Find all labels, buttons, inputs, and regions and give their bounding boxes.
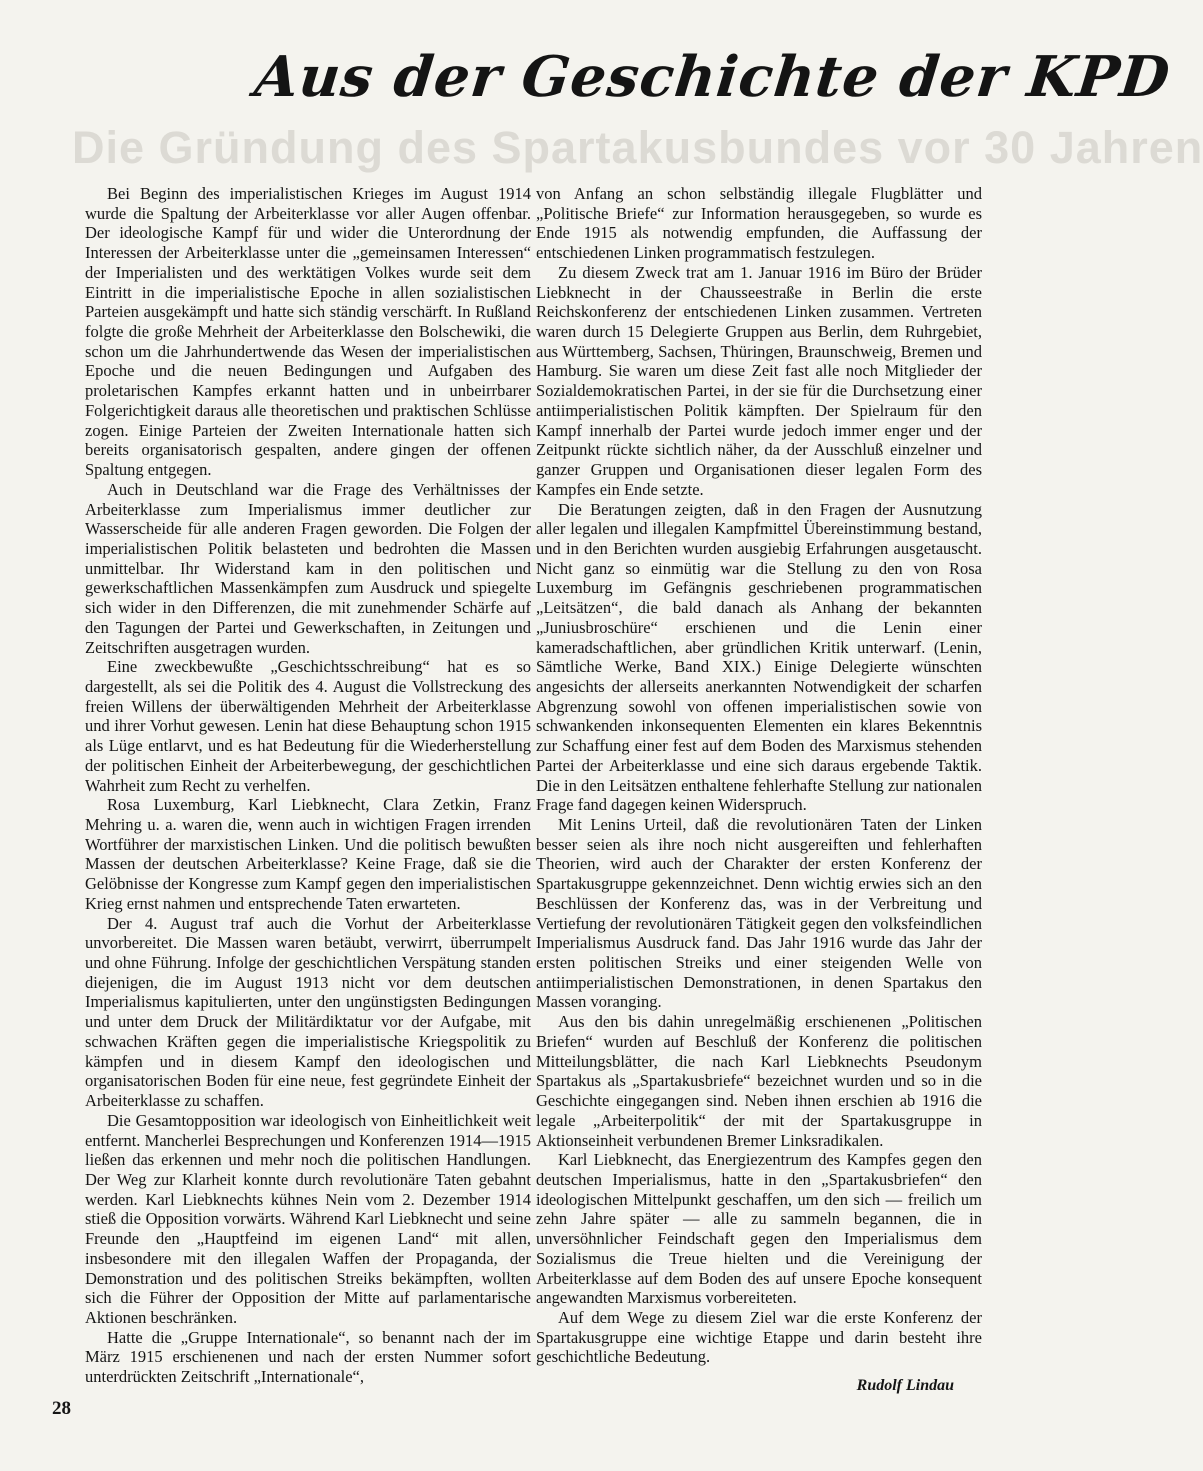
paragraph: Bei Beginn des imperialistischen Krieges im August 1914 wurde die Spaltung der Arbeiterklasse vor aller Augen offenbar. Der ideologische Kampf für und wider die Unterordnung der Interessen der Arbeiterklasse unter die „gemeinsamen Interessen“ der Imperialisten und des werktätigen Volkes wurde seit dem Eintritt in die imperialistische Epoche in allen sozialistischen Parteien ausgekämpft und hatte sich ständig verschärft. In Rußland folgte die große Mehrheit der Arbeiterklasse den Bolschewiki, die schon um die Jahrhundertwende das Wesen der imperialistischen Epoche und die neuen Bedingungen und Aufgaben des proletarischen Kampfes erkannt hatten und in unbeirrbarer Folgerichtigkeit daraus alle theoretischen und praktischen Schlüsse zogen. Einige Parteien der Zweiten Internationale hatten sich bereits organisatorisch gespalten, andere gingen der offenen Spaltung entgegen. [85, 184, 531, 480]
paragraph: Zu diesem Zweck trat am 1. Januar 1916 im Büro der Brüder Liebknecht in der Chausseestraße in Berlin die erste Reichskonferenz der entschiedenen Linken zusammen. Vertreten waren durch 15 Delegierte Gruppen aus Berlin, dem Ruhrgebiet, aus Württemberg, Sachsen, Thüringen, Braunschweig, Bremen und Hamburg. Sie waren um diese Zeit fast alle noch Mitglieder der Sozialdemokratischen Partei, in der sie für die Durchsetzung einer antiimperialistischen Politik kämpften. Der Spielraum für den Kampf innerhalb der Partei wurde jedoch immer enger und der Zeitpunkt rückte sichtlich näher, da der Ausschluß einzelner und ganzer Gruppen und Organisationen dieser legalen Form des Kampfes ein Ende setzte. [536, 262, 982, 499]
article-title: Die Gründung des Spartakusbundes vor 30 Jahren [72, 122, 1203, 173]
paragraph: Die Gesamtopposition war ideologisch von Einheitlichkeit weit entfernt. Mancherlei Besprechungen und Konferenzen 1914—1915 ließen das erkennen und mehr noch die politischen Handlungen. Der Weg zur Klarheit konnte durch revolutionäre Taten gebahnt werden. Karl Liebknechts kühnes Nein vom 2. Dezember 1914 stieß die Opposition vorwärts. Während Karl Liebknecht und seine Freunde den „Hauptfeind im eigenen Land“ mit allen, insbesondere mit den illegalen Waffen der Propaganda, der Demonstration und des politischen Streiks bekämpften, wollten sich die Führer der Opposition der Mitte auf parlamentarische Aktionen beschränken. [85, 1110, 531, 1327]
paragraph: Karl Liebknecht, das Energiezentrum des Kampfes gegen den deutschen Imperialismus, hatte in den „Spartakusbriefen“ den ideologischen Mittelpunkt geschaffen, um den sich — freilich um zehn Jahre später — alle zu sammeln begannen, die in unversöhnlicher Feindschaft gegen den Imperialismus dem Sozialismus die Treue hielten und die Vereinigung der Arbeiterklasse auf dem Boden des auf unsere Epoche konsequent angewandten Marxismus vorbereiteten. [536, 1150, 982, 1308]
paragraph: Eine zweckbewußte „Geschichtsschreibung“ hat es so dargestellt, als sei die Politik des 4. August die Vollstreckung des freien Willens der überwältigenden Mehrheit der Arbeiterklasse und ihrer Vorhut gewesen. Lenin hat diese Behauptung schon 1915 als Lüge entlarvt, und es hat Bedeutung für die Wiederherstellung der politischen Einheit der Arbeiterbewegung, der geschichtlichen Wahrheit zum Recht zu verhelfen. [85, 657, 531, 795]
paragraph: Auch in Deutschland war die Frage des Verhältnisses der Arbeiterklasse zum Imperialismus immer deutlicher zur Wasserscheide für alle anderen Fragen geworden. Die Folgen der imperialistischen Politik belasteten und bedrohten die Massen unmittelbar. Ihr Widerstand kam in den politischen und gewerkschaftlichen Massenkämpfen zum Ausdruck und spiegelte sich wider in den Differenzen, die mit zunehmender Schärfe auf den Tagungen der Partei und Gewerkschaften, in Zeitungen und Zeitschriften ausgetragen wurden. [85, 479, 531, 657]
paragraph: Aus den bis dahin unregelmäßig erschienenen „Politischen Briefen“ wurden auf Beschluß der Konferenz die politischen Mitteilungsblätter, die nach Karl Liebknechts Pseudonym Spartakus als „Spartakusbriefe“ bezeichnet wurden und so in die Geschichte eingegangen sind. Neben ihnen erschien ab 1916 die legale „Arbeiterpolitik“ der mit der Spartakusgruppe in Aktionseinheit verbundenen Bremer Linksradikalen. [536, 1012, 982, 1150]
text-column-right [536, 184, 982, 1367]
paragraph: Mit Lenins Urteil, daß die revolutionären Taten der Linken besser seien als ihre noch nicht ausgereiften und fehlerhaften Theorien, wird auch der Charakter der ersten Konferenz der Spartakusgruppe gekennzeichnet. Denn wichtig erwies sich an den Beschlüssen der Konferenz das, was in der Verbreitung und Vertiefung der revolutionären Tätigkeit gegen den volksfeindlichen Imperialismus Ausdruck fand. Das Jahr 1916 wurde das Jahr der ersten politischen Streiks und einer steigenden Welle von antiimperialistischen Demonstrationen, in denen Spartakus den Massen voranging. [536, 815, 982, 1012]
paragraph: Der 4. August traf auch die Vorhut der Arbeiterklasse unvorbereitet. Die Massen waren betäubt, verwirrt, überrumpelt und ohne Führung. Infolge der geschichtlichen Verspätung standen diejenigen, die im August 1913 nicht vor dem deutschen Imperialismus kapitulierten, unter den ungünstigsten Bedingungen und unter dem Druck der Militärdiktatur vor der Aufgabe, mit schwachen Kräften gegen die imperialistische Kriegspolitik zu kämpfen und in diesem Kampf den ideologischen und organisatorischen Boden für eine neue, fest gegründete Einheit der Arbeiterklasse zu schaffen. [85, 913, 531, 1111]
page-number: 28 [52, 1398, 71, 1419]
text-column-left [85, 184, 531, 1387]
author-signature: Rudolf Lindau [856, 1377, 954, 1394]
paragraph: Auf dem Wege zu diesem Ziel war die erste Konferenz der Spartakusgruppe eine wichtige Etappe und darin besteht ihre geschichtliche Bedeutung. [536, 1307, 982, 1367]
paragraph: Die Beratungen zeigten, daß in den Fragen der Ausnutzung aller legalen und illegalen Kampfmittel Übereinstimmung bestand, und in den Berichten wurden ausgiebig Erfahrungen ausgetauscht. Nicht ganz so einmütig war die Stellung zu den von Rosa Luxemburg im Gefängnis geschriebenen programmatischen „Leitsätzen“, die bald danach als Anhang der bekannten „Juniusbroschüre“ erschienen und die Lenin einer kameradschaftlichen, aber gründlichen Kritik unterwarf. (Lenin, Sämtliche Werke, Band XIX.) Einige Delegierte wünschten angesichts der allerseits anerkannten Notwendigkeit der scharfen Abgrenzung sowohl von offenen imperialistischen sowie von schwankenden inkonsequenten Elementen ein klares Bekenntnis zur Schaffung einer fest auf dem Boden des Marxismus stehenden Partei der Arbeiterklasse und eine sich daraus ergebende Taktik. Die in den Leitsätzen enthaltene fehlerhafte Stellung zur nationalen Frage fand dagegen keinen Widerspruch. [536, 499, 982, 815]
paragraph: Hatte die „Gruppe Internationale“, so benannt nach der im März 1915 erschienenen und nach der ersten Nummer sofort unterdrückten Zeitschrift „Internationale“, [85, 1327, 531, 1387]
section-heading: Aus der Geschichte der KPD [251, 44, 1174, 110]
paragraph: von Anfang an schon selbständig illegale Flugblätter und „Politische Briefe“ zur Information herausgegeben, so wurde es Ende 1915 als notwendig empfunden, die Auffassung der entschiedenen Linken programmatisch festzulegen. [536, 184, 982, 263]
paragraph: Rosa Luxemburg, Karl Liebknecht, Clara Zetkin, Franz Mehring u. a. waren die, wenn auch in wichtigen Fragen irrenden Wortführer der marxistischen Linken. Und die politisch bewußten Massen der deutschen Arbeiterklasse? Keine Frage, daß sie die Gelöbnisse der Kongresse zum Kampf gegen den imperialistischen Krieg ernst nahmen und entsprechende Taten erwarteten. [85, 795, 531, 913]
